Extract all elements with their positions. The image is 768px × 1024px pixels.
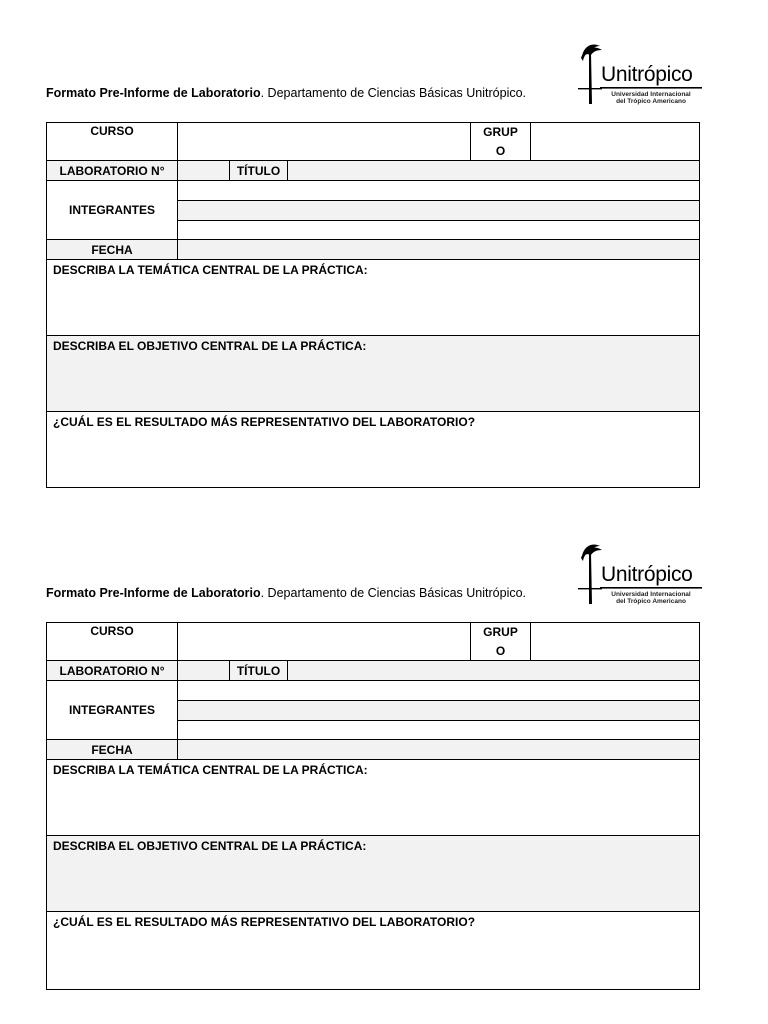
integrante-field-2[interactable] <box>177 700 700 721</box>
fecha-label: FECHA <box>46 739 178 760</box>
tematica-box[interactable] <box>46 759 700 836</box>
titulo-field[interactable] <box>287 660 700 681</box>
fecha-field[interactable] <box>177 739 700 760</box>
curso-label: CURSO <box>46 122 178 161</box>
logo-subtitle <box>600 591 702 605</box>
objetivo-label: DESCRIBA EL OBJETIVO CENTRAL DE LA PRÁCTICA: <box>53 339 367 353</box>
unitropico-logo <box>578 42 702 108</box>
integrante-field-1[interactable] <box>177 180 700 201</box>
form-heading-rest: . Departamento de Ciencias Básicas Unitrópico. <box>260 86 527 100</box>
curso-field[interactable] <box>177 122 471 161</box>
logo-subtitle <box>600 91 702 105</box>
grupo-label-line1: GRUP <box>483 125 518 139</box>
grupo-field[interactable] <box>530 122 700 161</box>
resultado-label: ¿CUÁL ES EL RESULTADO MÁS REPRESENTATIVO DEL LABORATORIO? <box>53 415 476 429</box>
integrantes-label: INTEGRANTES <box>46 180 178 240</box>
fecha-label: FECHA <box>46 239 178 260</box>
titulo-label: TÍTULO <box>229 660 288 681</box>
objetivo-label: DESCRIBA EL OBJETIVO CENTRAL DE LA PRÁCTICA: <box>53 839 367 853</box>
form-heading-bold: Formato Pre-Informe de Laboratorio <box>46 86 261 100</box>
grupo-label-line2: O <box>495 644 506 658</box>
resultado-box[interactable] <box>46 911 700 990</box>
laboratorio-label: LABORATORIO N° <box>46 160 178 181</box>
tematica-box[interactable] <box>46 259 700 336</box>
objetivo-box[interactable] <box>46 835 700 912</box>
logo-underline <box>600 587 702 590</box>
resultado-label: ¿CUÁL ES EL RESULTADO MÁS REPRESENTATIVO DEL LABORATORIO? <box>53 915 476 929</box>
form-heading-rest: . Departamento de Ciencias Básicas Unitrópico. <box>260 586 527 600</box>
form-heading-bold: Formato Pre-Informe de Laboratorio <box>46 586 261 600</box>
grupo-label <box>470 122 531 161</box>
form-heading <box>46 86 526 100</box>
tematica-label: DESCRIBA LA TEMÁTICA CENTRAL DE LA PRÁCTICA: <box>53 763 368 777</box>
curso-label: CURSO <box>46 622 178 661</box>
form-table <box>46 622 700 988</box>
form-table <box>46 122 700 488</box>
integrante-field-1[interactable] <box>177 680 700 701</box>
laboratorio-number-field[interactable] <box>177 160 230 181</box>
grupo-label <box>470 622 531 661</box>
unitropico-logo <box>578 542 702 608</box>
laboratorio-number-field[interactable] <box>177 660 230 681</box>
integrantes-label: INTEGRANTES <box>46 680 178 740</box>
logo-subtitle-line2: del Trópico Americano <box>616 98 686 105</box>
grupo-field[interactable] <box>530 622 700 661</box>
titulo-label: TÍTULO <box>229 160 288 181</box>
logo-subtitle-line2: del Trópico Americano <box>616 598 686 605</box>
grupo-label-line1: GRUP <box>483 625 518 639</box>
grupo-label-line2: O <box>495 144 506 158</box>
form-heading <box>46 586 526 600</box>
fecha-field[interactable] <box>177 239 700 260</box>
curso-field[interactable] <box>177 622 471 661</box>
laboratorio-label: LABORATORIO N° <box>46 660 178 681</box>
logo-underline <box>600 87 702 90</box>
logo-subtitle-line1: Universidad Internacional <box>611 91 691 98</box>
titulo-field[interactable] <box>287 160 700 181</box>
integrante-field-3[interactable] <box>177 720 700 740</box>
resultado-box[interactable] <box>46 411 700 488</box>
integrante-field-3[interactable] <box>177 220 700 240</box>
integrante-field-2[interactable] <box>177 200 700 221</box>
logo-name: Unitrópico <box>601 63 693 86</box>
objetivo-box[interactable] <box>46 335 700 412</box>
tematica-label: DESCRIBA LA TEMÁTICA CENTRAL DE LA PRÁCTICA: <box>53 263 368 277</box>
logo-subtitle-line1: Universidad Internacional <box>611 591 691 598</box>
logo-name: Unitrópico <box>601 563 693 586</box>
